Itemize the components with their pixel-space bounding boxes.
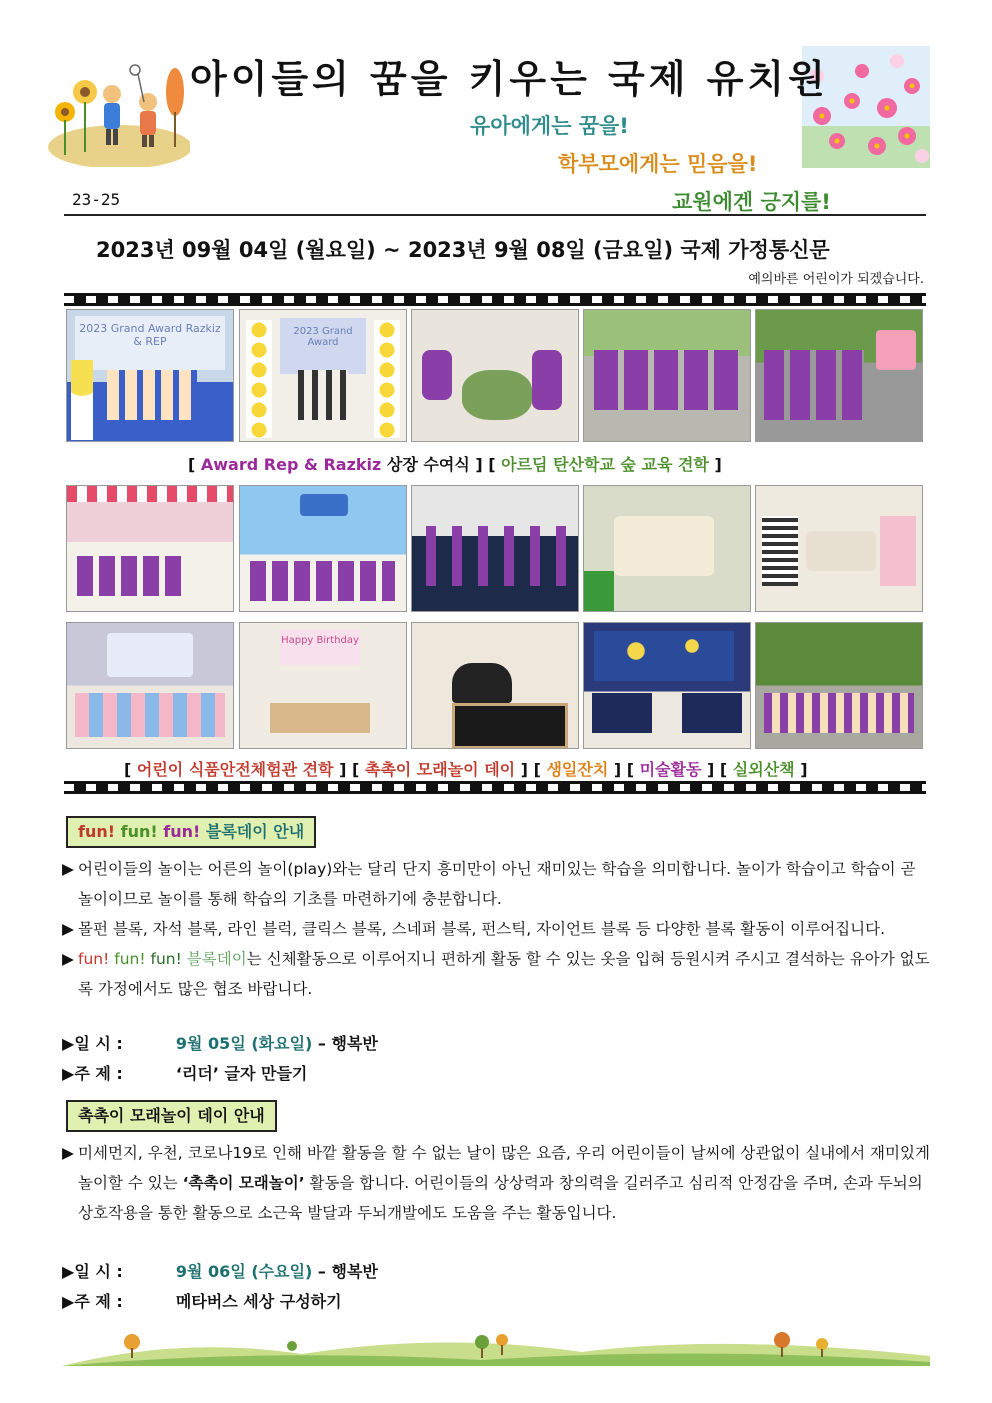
photo-forest-education-1 — [411, 309, 579, 442]
photo-award-ceremony-2 — [239, 309, 407, 442]
photo-art-activity-1 — [411, 622, 579, 749]
sand-play-theme: ▶주 제 : 메타버스 세상 구성하기 — [62, 1292, 342, 1311]
caption-birthday: 생일잔치 — [546, 760, 609, 779]
sand-play-description — [62, 1138, 932, 1228]
photo-banner-text: Happy Birthday — [280, 629, 360, 665]
caption-outdoor-walk: 실외산책 — [732, 760, 795, 779]
paragraph: ▶ 어린이들의 놀이는 어른의 놀이(play)와는 달리 단지 흥미만이 아닌 재미있는 학습을 의미합니다. 놀이가 학습이고 학습이 곧 놀이이므로 놀이를 통해 학습의 기초를 마련하기에 충분합니다. — [62, 860, 916, 908]
film-strip-bottom — [64, 781, 926, 794]
block-day-description — [62, 854, 932, 1004]
date-range-line: 2023년 09월 04일 (월요일) ~ 2023년 9월 08일 (금요일) 국제 가정통신문 — [96, 238, 830, 262]
photo-forest-education-3 — [755, 309, 923, 442]
photo-birthday-party — [239, 622, 407, 749]
caption-food-safety: 어린이 식품안전체험관 견학 — [136, 760, 334, 779]
motto-teachers: 교원에겐 긍지를! — [672, 190, 831, 214]
header-divider — [64, 214, 926, 216]
photo-forest-education-2 — [583, 309, 751, 442]
motto-parents: 학부모에게는 믿음을! — [558, 152, 758, 176]
caption-forest-tour: 아르딤 탄산학교 숲 교육 견학 — [501, 455, 709, 474]
photo-award-ceremony-1 — [66, 309, 234, 442]
caption-award-rep: Award Rep & Razkiz — [200, 455, 382, 474]
photo-sand-play-2 — [755, 485, 923, 612]
issue-number: 23-25 — [72, 190, 121, 209]
photo-banner-text: 2023 Grand Award — [280, 318, 366, 374]
block-day-theme: ▶주 제 : ‘리더’ 글자 만들기 — [62, 1064, 308, 1083]
photo-art-activity-2 — [583, 622, 751, 749]
weekly-pledge: 예의바른 어린이가 되겠습니다. — [748, 272, 924, 287]
paragraph: ▶ 미세먼지, 우천, 코로나19로 인해 바깥 활동을 할 수 없는 날이 많은 요즘, 우리 어린이들이 날씨에 상관없이 실내에서 재미있게 놀이할 수 있는 ‘촉촉이 모래놀이’ 활동을 합니다. 어린이들의 상상력과 창의력을 길러주고 심리적 안정감을 주며, 손과 두뇌의 상호작용을 통한 활동으로 소근육 발달과 두뇌개발에도 도움을 주는 활동입니다. — [62, 1144, 930, 1222]
newsletter-title: 아이들의 꿈을 키우는 국제 유치원 — [190, 57, 829, 101]
caption-art: 미술활동 — [639, 760, 702, 779]
photo-sand-play-1 — [583, 485, 751, 612]
caption-sand-play-day: 촉촉이 모래놀이 데이 — [364, 760, 516, 779]
paragraph: ▶ 몰펀 블록, 자석 블록, 라인 블럭, 클릭스 블록, 스네퍼 블록, 펀스틱, 자이언트 블록 등 다양한 블록 활동이 이루어집니다. — [62, 920, 886, 938]
caption-row-3: [ 어린이 식품안전체험관 견학 ] [ 촉촉이 모래놀이 데이 ] [ 생일잔치 ] [ 미술활동 ] [ 실외산책 ] — [124, 760, 808, 779]
section-heading-block-day: fun! fun! fun! 블록데이 안내 — [66, 816, 316, 848]
photo-food-safety-2 — [239, 485, 407, 612]
photo-food-safety-1 — [66, 485, 234, 612]
photo-birthday-group — [66, 622, 234, 749]
photo-sand-play-dance — [411, 485, 579, 612]
caption-row-1: [ Award Rep & Razkiz 상장 수여식 ] [ 아르딤 탄산학교 숲 교육 견학 ] — [188, 455, 722, 474]
sand-play-date: ▶일 시 : 9월 06일 (수요일) – 행복반 — [62, 1262, 378, 1281]
block-day-date: ▶일 시 : 9월 05일 (화요일) – 행복반 — [62, 1034, 378, 1053]
section-heading-sand-play: 촉촉이 모래놀이 데이 안내 — [66, 1100, 277, 1132]
footer-hills-illustration — [62, 1330, 930, 1366]
photo-outdoor-walk — [755, 622, 923, 749]
film-strip-top — [64, 293, 926, 306]
kids-illustration — [40, 52, 190, 167]
photo-banner-text: 2023 Grand Award Razkiz & REP — [75, 316, 225, 370]
motto-children: 유아에게는 꿈을! — [470, 114, 629, 138]
paragraph: ▶ fun! fun! fun! 블록데이는 신체활동으로 이루어지니 편하게 활동 할 수 있는 옷을 입혀 등원시켜 주시고 결석하는 유아가 없도록 가정에서도 많은 협조 바랍니다. — [62, 950, 930, 998]
